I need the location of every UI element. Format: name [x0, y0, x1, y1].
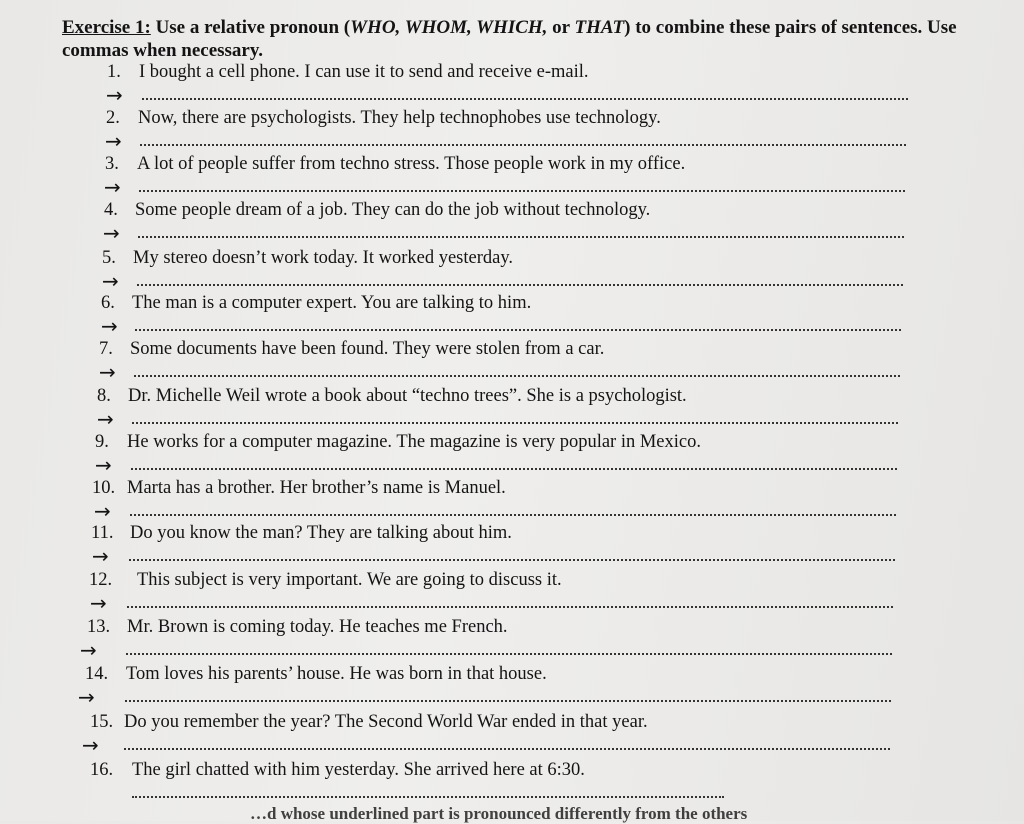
exercise-item	[0, 712, 1024, 758]
item-number: 14.	[85, 664, 109, 684]
next-exercise-heading: …d whose underlined part is pronounced differently from the others	[250, 804, 748, 823]
item-number: 3.	[105, 154, 119, 174]
item-number: 1.	[107, 62, 121, 82]
item-number: 5.	[102, 248, 116, 268]
exercise-item	[0, 432, 1024, 478]
item-number: 16.	[90, 760, 114, 780]
answer-line[interactable]	[130, 514, 896, 516]
answer-line[interactable]	[129, 559, 895, 561]
item-sentence: Some documents have been found. They were stolen from a car.	[130, 339, 605, 359]
item-number: 7.	[99, 339, 113, 359]
pronoun-list: WHO, WHOM, WHICH,	[350, 17, 548, 38]
arrow-icon: →	[94, 499, 111, 523]
exercise-item	[0, 293, 1024, 339]
exercise-item	[0, 62, 1024, 108]
answer-line[interactable]	[126, 653, 892, 655]
answer-line[interactable]	[138, 236, 904, 238]
arrow-icon: →	[104, 175, 121, 199]
exercise-item	[0, 339, 1024, 385]
answer-line[interactable]	[124, 748, 890, 750]
item-number: 8.	[97, 386, 111, 406]
item-sentence: A lot of people suffer from techno stress. Those people work in my office.	[137, 154, 686, 174]
arrow-icon: →	[78, 685, 95, 709]
answer-line[interactable]	[125, 700, 891, 702]
arrow-icon: →	[80, 638, 97, 662]
item-sentence: Mr. Brown is coming today. He teaches me French.	[127, 617, 508, 637]
arrow-icon: →	[82, 733, 99, 757]
answer-line[interactable]	[135, 329, 901, 331]
arrow-icon: →	[95, 453, 112, 477]
answer-line[interactable]	[139, 190, 905, 192]
item-number: 10.	[92, 478, 116, 498]
arrow-icon: →	[97, 407, 114, 431]
item-sentence: Some people dream of a job. They can do the job without technology.	[135, 200, 651, 220]
item-sentence: Do you remember the year? The Second World War ended in that year.	[124, 712, 648, 732]
exercise-item	[0, 760, 1024, 806]
exercise-instructions	[62, 16, 992, 62]
item-sentence: Dr. Michelle Weil wrote a book about “techno trees”. She is a psychologist.	[128, 386, 687, 406]
instruction-text: ) to combine these pairs of sentences. Use commas when necessary.	[62, 17, 957, 61]
answer-line[interactable]	[127, 606, 893, 608]
item-sentence: Do you know the man? They are talking about him.	[130, 523, 512, 543]
item-sentence: My stereo doesn’t work today. It worked yesterday.	[133, 248, 514, 268]
item-number: 4.	[104, 200, 118, 220]
item-sentence: Tom loves his parents’ house. He was born in that house.	[126, 664, 547, 684]
exercise-item	[0, 478, 1024, 524]
exercise-item	[0, 570, 1024, 616]
item-sentence: This subject is very important. We are going to discuss it.	[137, 570, 562, 590]
item-sentence: The man is a computer expert. You are talking to him.	[132, 293, 532, 313]
item-sentence: The girl chatted with him yesterday. She arrived here at 6:30.	[132, 760, 585, 780]
exercise-label: Exercise 1:	[62, 17, 151, 38]
arrow-icon: →	[92, 544, 109, 568]
arrow-icon: →	[101, 314, 118, 338]
exercise-item	[0, 386, 1024, 432]
answer-line[interactable]	[137, 284, 903, 286]
answer-line[interactable]	[134, 375, 900, 377]
instruction-text: or	[547, 17, 575, 38]
arrow-icon: →	[99, 360, 116, 384]
arrow-icon: →	[90, 591, 107, 615]
answer-line[interactable]	[131, 468, 897, 470]
answer-line[interactable]	[140, 144, 906, 146]
answer-line[interactable]	[142, 98, 908, 100]
arrow-icon: →	[105, 129, 122, 153]
item-sentence: He works for a computer magazine. The magazine is very popular in Mexico.	[127, 432, 701, 452]
item-number: 9.	[95, 432, 109, 452]
exercise-item	[0, 664, 1024, 710]
item-number: 13.	[87, 617, 111, 637]
exercise-item	[0, 617, 1024, 663]
item-number: 6.	[101, 293, 115, 313]
item-sentence: I bought a cell phone. I can use it to send and receive e-mail.	[139, 62, 589, 82]
arrow-icon: →	[106, 83, 123, 107]
exercise-item	[0, 154, 1024, 200]
arrow-icon: →	[102, 269, 119, 293]
item-number: 15.	[90, 712, 114, 732]
answer-line[interactable]	[132, 796, 724, 798]
exercise-item	[0, 200, 1024, 246]
item-number: 2.	[106, 108, 120, 128]
item-number: 11.	[91, 523, 114, 543]
exercise-item	[0, 108, 1024, 154]
answer-line[interactable]	[132, 422, 898, 424]
item-sentence: Marta has a brother. Her brother’s name is Manuel.	[127, 478, 506, 498]
arrow-icon: →	[103, 221, 120, 245]
item-sentence: Now, there are psychologists. They help technophobes use technology.	[138, 108, 661, 128]
item-number: 12.	[89, 570, 113, 590]
exercise-item	[0, 248, 1024, 294]
pronoun-that: THAT	[574, 17, 625, 38]
exercise-item	[0, 523, 1024, 569]
instruction-text: Use a relative pronoun (	[150, 17, 351, 38]
